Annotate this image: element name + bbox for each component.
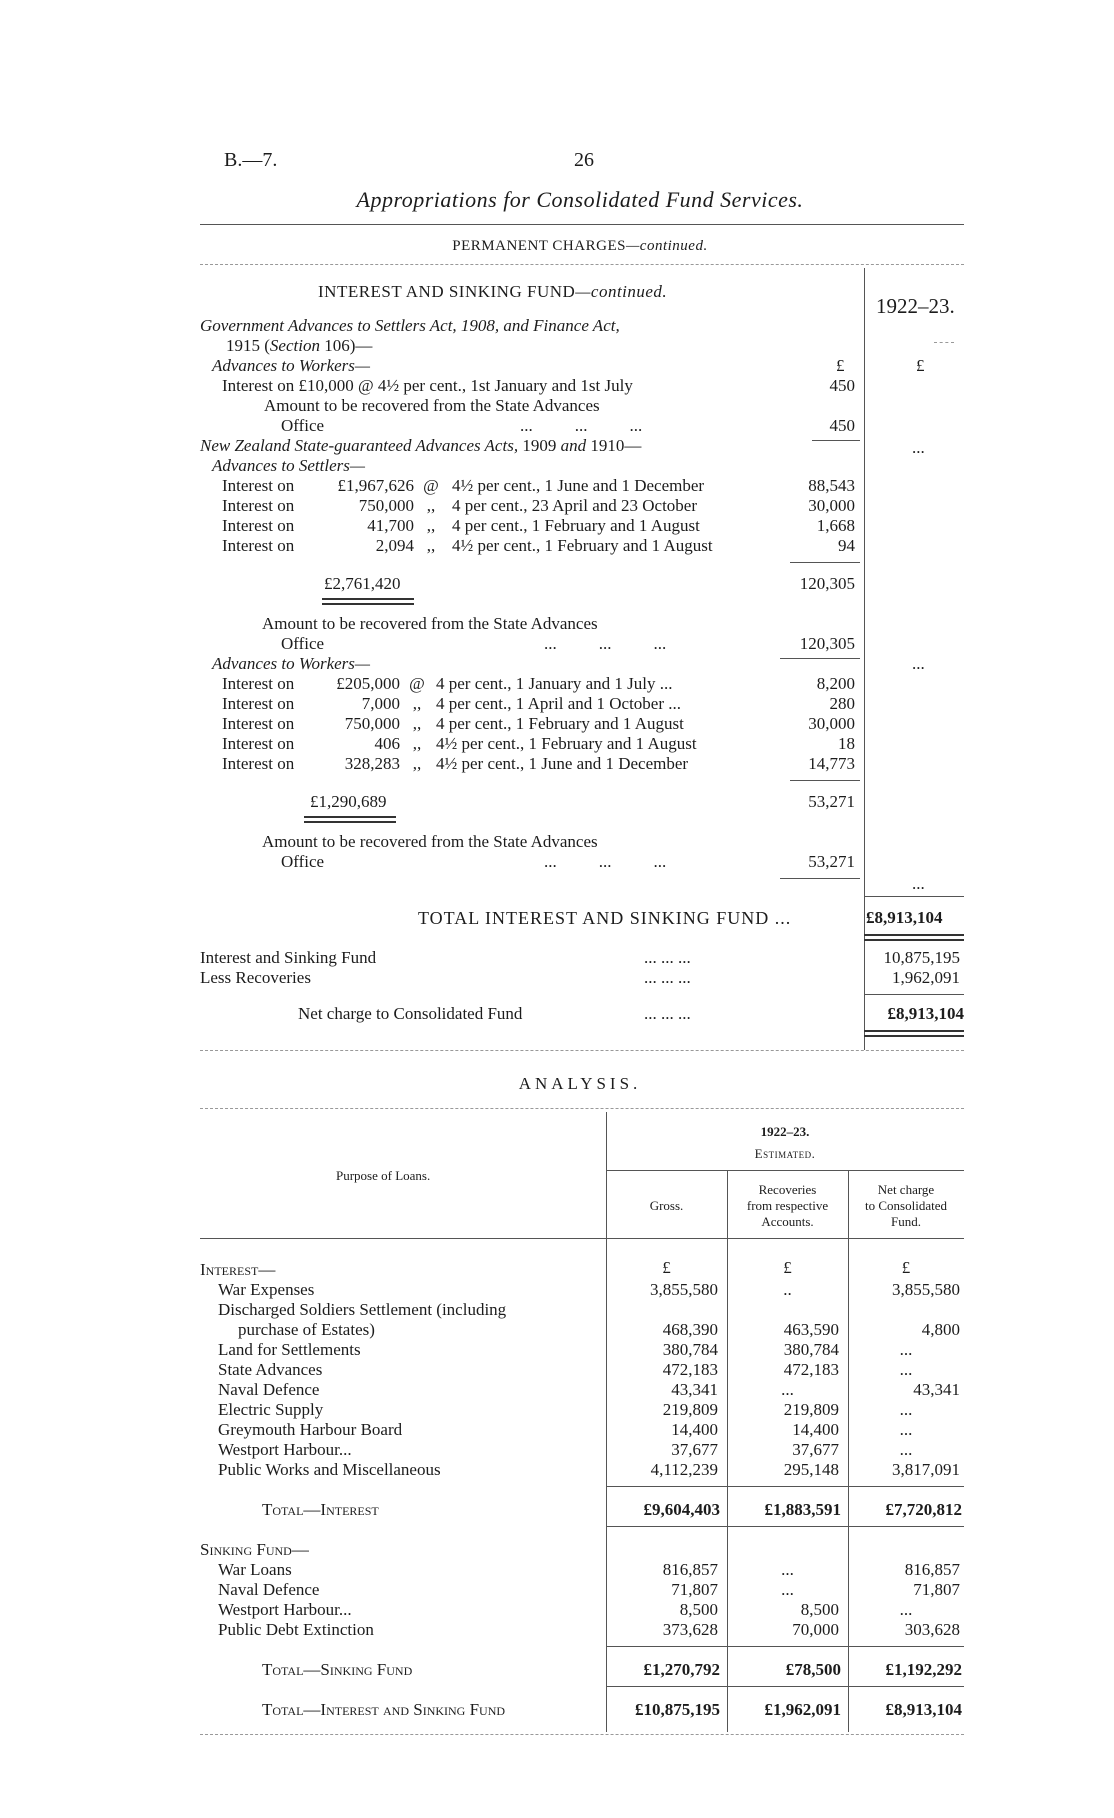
workers-total-principal: £1,290,689 [310, 792, 387, 811]
interest-row-label: Westport Harbour... [218, 1440, 352, 1459]
total-interest-label: TOTAL INTEREST AND SINKING FUND ... [418, 908, 792, 928]
analysis-title: ANALYSIS. [518, 1074, 642, 1093]
interest-row-recoveries: 380,784 [783, 1340, 839, 1359]
page-number: 26 [574, 149, 594, 171]
worker-row-principal: 750,000 [344, 714, 400, 733]
interest-row-gross: 380,784 [662, 1340, 718, 1359]
sinking-row-net: 303,628 [904, 1620, 960, 1639]
interest-row-recoveries: ... [781, 1380, 794, 1399]
settler-row-at: @ [423, 476, 439, 495]
year-dots: ... [912, 438, 925, 457]
worker-row-at: ,, [412, 754, 422, 773]
settler-row-amount: 1,668 [816, 516, 855, 535]
settlers-total-principal: £2,761,420 [324, 574, 401, 593]
settler-row-rate: 4½ per cent., 1 June and 1 December [452, 476, 705, 495]
worker-row-at: ,, [412, 694, 422, 713]
sinking-row-recoveries: ... [781, 1580, 794, 1599]
interest-row-label: Discharged Soldiers Settlement (including [218, 1300, 507, 1319]
worker-row-principal: 7,000 [361, 694, 400, 713]
col-net-header-1: Net charge [877, 1182, 935, 1197]
pound-gross: £ [662, 1258, 671, 1277]
interest-row-net: ... [899, 1340, 913, 1359]
interest-row-net: ... [899, 1400, 913, 1419]
col-recoveries-header-3: Accounts. [761, 1214, 814, 1229]
gov-workers-heading: Advances to Workers— [212, 356, 371, 375]
year-column-divider [864, 268, 865, 1050]
worker-row-rate: 4 per cent., 1 February and 1 August [436, 714, 684, 733]
settler-row-rate: 4½ per cent., 1 February and 1 August [452, 536, 713, 555]
settlers-recover-line2: Office [281, 634, 325, 653]
worker-row-at: ,, [412, 734, 422, 753]
year-dots: ... [912, 874, 925, 893]
dots: ... ... ... [644, 948, 691, 967]
interest-row-recoveries: 14,400 [792, 1420, 839, 1439]
col-net-header-2: to Consolidated [865, 1198, 947, 1213]
total-interest-row-label: Total—Interest [262, 1500, 379, 1519]
worker-row-label: Interest on [222, 754, 295, 773]
settler-row-principal: 750,000 [358, 496, 414, 515]
interest-row-net: 43,341 [913, 1380, 960, 1399]
col-estimated-header: Estimated. [754, 1146, 816, 1161]
worker-row-principal: £205,000 [336, 674, 400, 693]
settler-row-principal: 41,700 [367, 516, 414, 535]
interest-row-net: 3,855,580 [892, 1280, 960, 1299]
dots: ... ... ... [644, 968, 691, 987]
sinking-row-gross: 71,807 [671, 1580, 718, 1599]
worker-row-at: @ [409, 674, 425, 693]
sinking-row-label: Naval Defence [218, 1580, 320, 1599]
dots: ... ... ... [520, 416, 643, 435]
year-dots: ... [912, 654, 925, 673]
interest-row-gross: 37,677 [671, 1440, 718, 1459]
settlers-total-amount: 120,305 [799, 574, 855, 593]
grand-total-recoveries: £1,962,091 [764, 1700, 841, 1719]
sinking-row-recoveries: 70,000 [792, 1620, 839, 1639]
grand-total-gross: £10,875,195 [635, 1700, 720, 1719]
sinking-fund-heading: Sinking Fund— [200, 1540, 309, 1559]
col-net-header-3: Fund. [891, 1214, 921, 1229]
gov-recover-line1: Amount to be recovered from the State Advances [264, 396, 600, 415]
worker-row-label: Interest on [222, 674, 295, 693]
gov-act-title-line1: Government Advances to Settlers Act, 1908, and Finance Act, [200, 316, 620, 335]
total-sinking-gross: £1,270,792 [643, 1660, 720, 1679]
interest-row-gross: 4,112,239 [650, 1460, 718, 1479]
worker-row-amount: 30,000 [808, 714, 855, 733]
grand-total-row-label: Total—Interest and Sinking Fund [262, 1700, 506, 1719]
gov-interest-line: Interest on £10,000 @ 4½ per cent., 1st January and 1st July [222, 376, 633, 395]
worker-row-principal: 406 [374, 734, 400, 753]
interest-row-net: 4,800 [921, 1320, 960, 1339]
col-recoveries-header-2: from respective [746, 1198, 829, 1213]
interest-row-label: Public Works and Miscellaneous [218, 1460, 441, 1479]
workers-total-amount: 53,271 [808, 792, 855, 811]
worker-row-principal: 328,283 [344, 754, 400, 773]
interest-row-gross: 219,809 [662, 1400, 718, 1419]
interest-row-label: Naval Defence [218, 1380, 320, 1399]
sinking-row-label: War Loans [218, 1560, 292, 1579]
pound-sign-amounts: £ [836, 356, 845, 375]
interest-row-label: Greymouth Harbour Board [218, 1420, 403, 1439]
interest-row-recoveries: .. [783, 1280, 792, 1299]
interest-row-gross: 3,855,580 [650, 1280, 718, 1299]
settler-row-at: ,, [426, 496, 436, 515]
settler-row-rate: 4 per cent., 1 February and 1 August [452, 516, 700, 535]
interest-row-net: ... [899, 1420, 913, 1439]
sinking-row-recoveries: 8,500 [800, 1600, 839, 1619]
interest-row-label: purchase of Estates) [238, 1320, 375, 1339]
settler-row-principal: £1,967,626 [337, 476, 414, 495]
total-interest-gross: £9,604,403 [643, 1500, 720, 1519]
pound-net: £ [901, 1258, 911, 1277]
total-interest-net: £7,720,812 [885, 1500, 962, 1519]
settler-row-at: ,, [426, 516, 436, 535]
gov-recover-amount: 450 [829, 416, 855, 435]
net-charge-label: Net charge to Consolidated Fund [298, 1004, 523, 1023]
interest-row-label: War Expenses [218, 1280, 315, 1299]
gov-interest-amount: 450 [829, 376, 855, 395]
settler-row-label: Interest on [222, 516, 295, 535]
interest-row-net: 3,817,091 [892, 1460, 960, 1479]
interest-row-net: ... [899, 1440, 913, 1459]
workers-recover-line1: Amount to be recovered from the State Advances [262, 832, 598, 851]
interest-heading: Interest— [200, 1260, 276, 1279]
interest-row-label: State Advances [218, 1360, 323, 1379]
year-heading: 1922–23. [876, 294, 955, 318]
sinking-row-gross: 816,857 [662, 1560, 718, 1579]
interest-row-recoveries: 219,809 [783, 1400, 839, 1419]
interest-section-title: INTEREST AND SINKING FUND—continued. [318, 282, 668, 301]
total-sinking-row-label: Total—Sinking Fund [262, 1660, 413, 1679]
interest-row-recoveries: 472,183 [783, 1360, 839, 1379]
nz-act-title: New Zealand State-guaranteed Advances Acts, 1909 and 1910— [200, 436, 642, 455]
settler-row-principal: 2,094 [375, 536, 414, 555]
worker-row-rate: 4 per cent., 1 April and 1 October ... [436, 694, 682, 713]
dots: ... ... ... [644, 1004, 691, 1023]
col-year-header: 1922–23. [760, 1124, 810, 1139]
interest-row-gross: 14,400 [671, 1420, 718, 1439]
col-recoveries-header-1: Recoveries [758, 1182, 817, 1197]
interest-row-net: ... [899, 1360, 913, 1379]
total-sinking-net: £1,192,292 [885, 1660, 962, 1679]
interest-row-recoveries: 37,677 [792, 1440, 839, 1459]
worker-row-rate: 4½ per cent., 1 February and 1 August [436, 734, 697, 753]
settler-row-label: Interest on [222, 536, 295, 555]
less-recoveries-label: Less Recoveries [200, 968, 311, 987]
worker-row-rate: 4½ per cent., 1 June and 1 December [436, 754, 689, 773]
doc-reference: B.—7. [224, 149, 278, 171]
settler-row-at: ,, [426, 536, 436, 555]
sinking-row-recoveries: ... [781, 1560, 794, 1579]
interest-row-label: Land for Settlements [218, 1340, 361, 1359]
settler-row-label: Interest on [222, 476, 295, 495]
interest-row-gross: 472,183 [662, 1360, 718, 1379]
worker-row-amount: 18 [838, 734, 855, 753]
worker-row-label: Interest on [222, 734, 295, 753]
isf-label: Interest and Sinking Fund [200, 948, 377, 967]
worker-row-rate: 4 per cent., 1 January and 1 July ... [436, 674, 673, 693]
interest-row-recoveries: 295,148 [783, 1460, 839, 1479]
worker-row-amount: 8,200 [816, 674, 855, 693]
settler-row-rate: 4 per cent., 23 April and 23 October [452, 496, 698, 515]
gov-recover-line2: Office [281, 416, 325, 435]
settler-row-label: Interest on [222, 496, 295, 515]
interest-row-recoveries: 463,590 [783, 1320, 839, 1339]
total-sinking-recoveries: £78,500 [785, 1660, 841, 1679]
worker-row-label: Interest on [222, 714, 295, 733]
sinking-row-net: ... [899, 1600, 913, 1619]
sinking-row-gross: 8,500 [679, 1600, 718, 1619]
col-purpose-header: Purpose of Loans. [336, 1168, 431, 1183]
workers-recover-amount: 53,271 [808, 852, 855, 871]
interest-row-gross: 43,341 [671, 1380, 718, 1399]
worker-row-label: Interest on [222, 694, 295, 713]
isf-value: 10,875,195 [883, 948, 960, 967]
gov-act-title-line2: 1915 (Section 106)— [226, 336, 373, 355]
settlers-recover-line1: Amount to be recovered from the State Advances [262, 614, 598, 633]
worker-row-amount: 280 [829, 694, 855, 713]
sinking-row-net: 816,857 [904, 1560, 960, 1579]
grand-total-net: £8,913,104 [885, 1700, 962, 1719]
worker-row-amount: 14,773 [808, 754, 855, 773]
settler-row-amount: 30,000 [808, 496, 855, 515]
settler-row-amount: 88,543 [808, 476, 855, 495]
settlers-recover-amount: 120,305 [799, 634, 855, 653]
pound-recoveries: £ [783, 1258, 792, 1277]
dots: ... ... ... [544, 634, 667, 653]
col-gross-header: Gross. [649, 1198, 684, 1213]
sinking-row-net: 71,807 [913, 1580, 960, 1599]
interest-row-gross: 468,390 [662, 1320, 718, 1339]
dots: ... ... ... [544, 852, 667, 871]
net-charge-value: £8,913,104 [887, 1004, 964, 1023]
sinking-row-label: Westport Harbour... [218, 1600, 352, 1619]
worker-row-at: ,, [412, 714, 422, 733]
workers-recover-line2: Office [281, 852, 325, 871]
total-interest-value: £8,913,104 [866, 908, 943, 927]
page-title: Appropriations for Consolidated Fund Services. [356, 187, 804, 212]
nz-settlers-heading: Advances to Settlers— [212, 456, 365, 475]
less-recoveries-value: 1,962,091 [892, 968, 960, 987]
interest-row-label: Electric Supply [218, 1400, 324, 1419]
total-interest-recoveries: £1,883,591 [764, 1500, 841, 1519]
sinking-row-gross: 373,628 [662, 1620, 718, 1639]
pound-sign-year: £ [916, 356, 925, 375]
nz-workers-heading: Advances to Workers— [212, 654, 371, 673]
settler-row-amount: 94 [838, 536, 855, 555]
section-subtitle: PERMANENT CHARGES—continued. [452, 238, 708, 254]
sinking-row-label: Public Debt Extinction [218, 1620, 374, 1639]
